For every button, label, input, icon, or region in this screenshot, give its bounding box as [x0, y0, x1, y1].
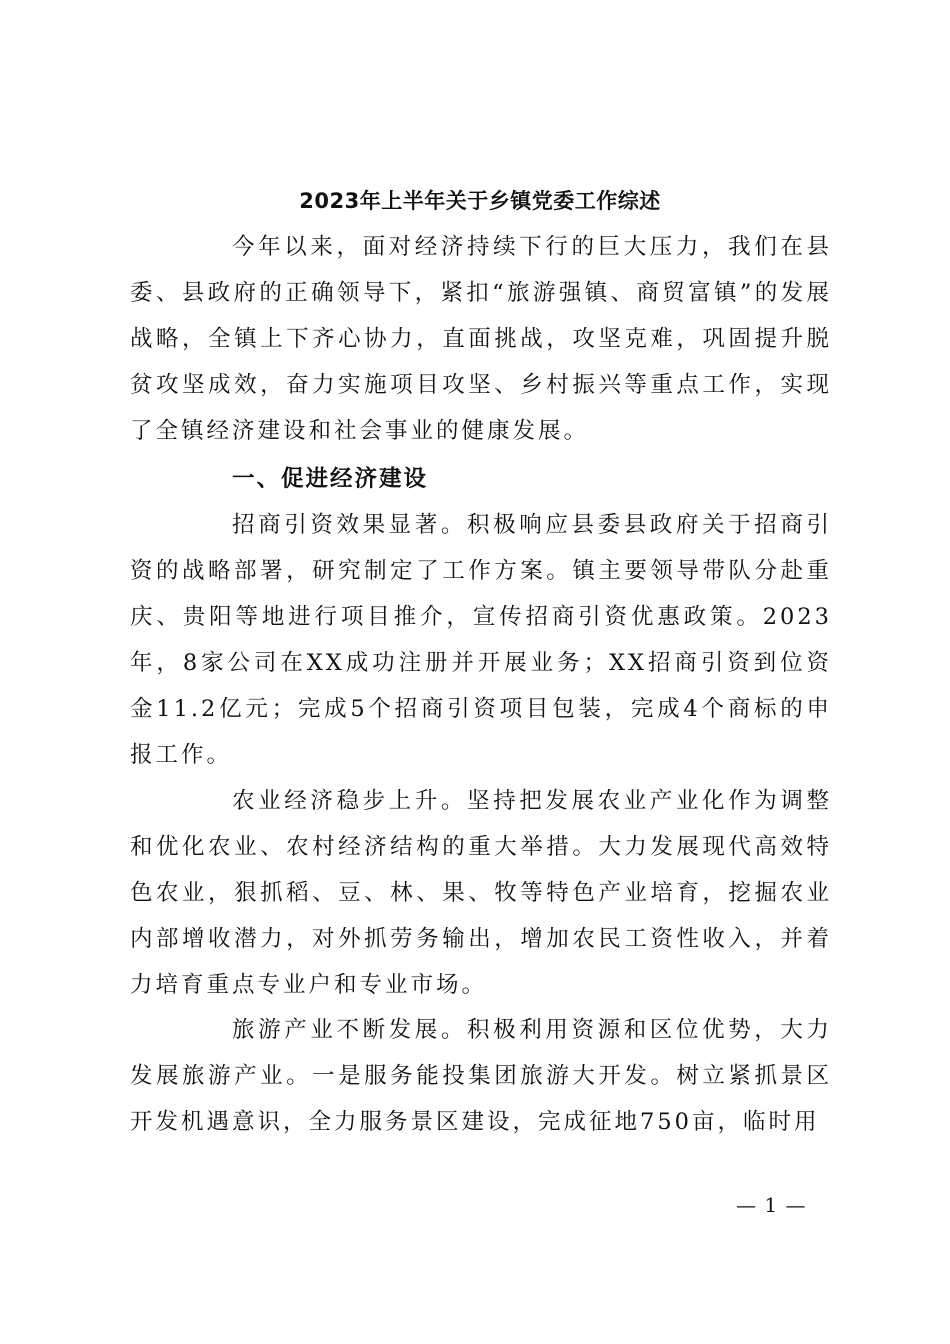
- investment-paragraph: 招商引资效果显著。积极响应县委县政府关于招商引资的战略部署，研究制定了工作方案。镇主要领导带队分赴重庆、贵阳等地进行项目推介，宣传招商引资优惠政策。2023年，8家公司在XX成功注册并开展业务；XX招商引资到位资金11.2亿元；完成5个招商引资项目包装，完成4个商标的申报工作。: [130, 512, 832, 768]
- intro-paragraph: 今年以来，面对经济持续下行的巨大压力，我们在县委、县政府的正确领导下，紧扣“旅游强镇、商贸富镇”的发展战略，全镇上下齐心协力，直面挑战，攻坚克难，巩固提升脱贫攻坚成效，奋力实施项目攻坚、乡村振兴等重点工作，实现了全镇经济建设和社会事业的健康发展。: [130, 234, 832, 444]
- tourism-paragraph: 旅游产业不断发展。积极利用资源和区位优势，大力发展旅游产业。一是服务能投集团旅游大开发。树立紧抓景区开发机遇意识，全力服务景区建设，完成征地750亩，临时用: [130, 1017, 832, 1135]
- page-number: — 1 —: [736, 1193, 807, 1217]
- section-heading: 一、促进经济建设: [232, 466, 429, 492]
- document-title: 2023年上半年关于乡镇党委工作综述: [299, 189, 661, 213]
- agriculture-paragraph: 农业经济稳步上升。坚持把发展农业产业化作为调整和优化农业、农村经济结构的重大举措。大力发展现代高效特色农业，狠抓稻、豆、林、果、牧等特色产业培育，挖掘农业内部增收潜力，对外抓劳务输出，增加农民工资性收入，并着力培育重点专业户和专业市场。: [130, 788, 832, 998]
